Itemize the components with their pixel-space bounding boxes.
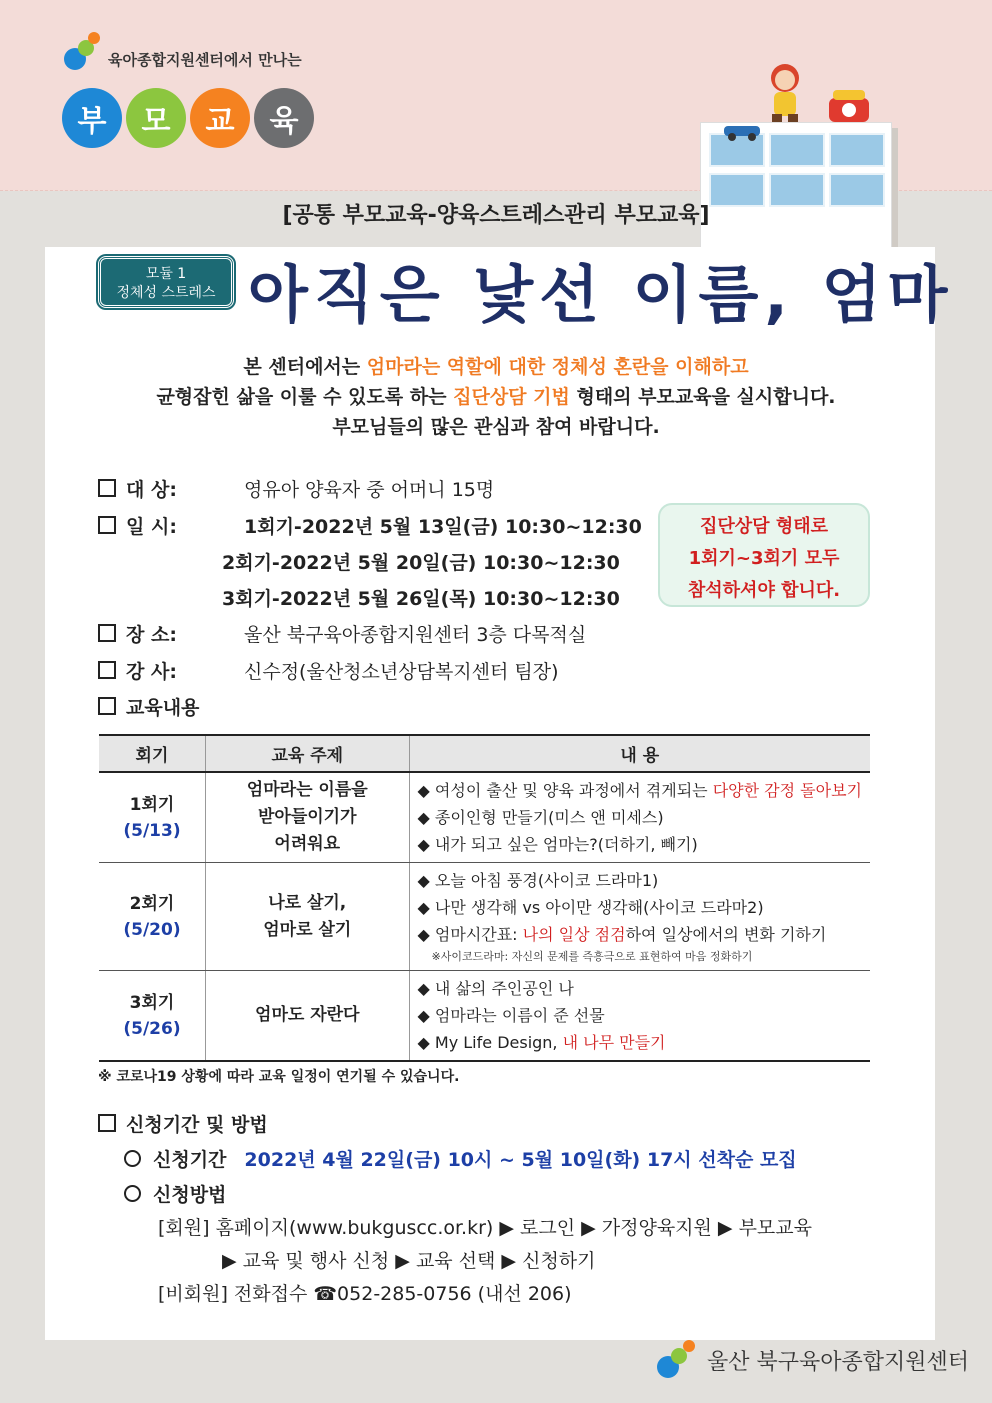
list-item: ◆ 내 삶의 주인공인 나	[417, 979, 574, 998]
apply-heading	[98, 1110, 268, 1137]
info-content	[98, 693, 199, 720]
intro-line3: 부모님들의 많은 관심과 참여 바랍니다.	[332, 416, 660, 438]
info-target	[98, 475, 494, 502]
intro-line2-highlight: 집단상담 기법	[453, 386, 570, 408]
header-content: 내 용	[409, 735, 870, 772]
header-subtitle: 육아종합지원센터에서 만나는	[108, 50, 302, 69]
intro-line2-c: 형태의 부모교육을 실시합니다.	[569, 386, 836, 408]
list-item: ◆ 엄마시간표: 나의 일상 점검하여 일상에서의 변화 기하기	[417, 925, 827, 944]
module-number: 모듈 1	[145, 266, 187, 282]
checkbox-icon	[98, 697, 116, 715]
toy-shelf-illustration	[700, 62, 910, 210]
checkbox-icon	[98, 479, 116, 497]
date-label: 일 시:	[126, 516, 177, 538]
circle-bullet-icon	[124, 1185, 141, 1202]
info-date	[98, 512, 642, 539]
lecturer-value: 신수정(울산청소년상담복지센터 팀장)	[244, 661, 559, 683]
psychodrama-note: ※사이코드라마: 자신의 문제를 즉흥극으로 표현하여 마음 정화하기	[431, 950, 753, 963]
date-value-3: 3회기-2022년 5월 26일(목) 10:30~12:30	[222, 588, 620, 610]
content-label: 교육내용	[126, 697, 200, 719]
list-item: ◆ 내가 되고 싶은 엄마는?(더하기, 빼기)	[417, 835, 698, 854]
content-cell	[409, 863, 870, 971]
content-cell	[409, 971, 870, 1062]
topic-line: 받아들이기가	[257, 807, 357, 827]
apply-period	[124, 1145, 797, 1172]
toy-car-icon	[722, 120, 762, 142]
notice-line-1: 집단상담 형태로	[700, 516, 828, 537]
list-item: ◆ 엄마라는 이름이 준 선물	[417, 1006, 605, 1025]
target-label: 대 상:	[126, 479, 177, 501]
checkbox-icon	[98, 624, 116, 642]
list-item: ◆ 여성이 출산 및 양육 과정에서 겪게되는 다양한 감정 돌아보기	[417, 781, 862, 800]
period-value: 2022년 4월 22일(금) 10시 ~ 5월 10일(화) 17시 선착순 모집	[244, 1149, 797, 1171]
content-cell	[409, 772, 870, 863]
header-round: 회기	[99, 735, 205, 772]
center-logo	[62, 30, 302, 74]
course-label: [공통 부모교육-양육스트레스관리 부모교육]	[282, 203, 710, 228]
apply-heading-text: 신청기간 및 방법	[126, 1114, 268, 1136]
module-badge	[98, 256, 234, 308]
footer-logo	[655, 1340, 969, 1380]
date-value-2: 2회기-2022년 5월 20일(금) 10:30~12:30	[222, 552, 620, 574]
intro-line1-highlight: 엄마라는 역할에 대한 정체성 혼란을 이해하고	[366, 356, 749, 378]
date-value-1: 1회기-2022년 5월 13일(금) 10:30~12:30	[244, 516, 642, 538]
logo-mark-icon	[655, 1340, 699, 1380]
method-label: 신청방법	[153, 1184, 227, 1206]
round-number: 1회기	[129, 794, 175, 815]
topic-line: 나로 살기,	[268, 892, 347, 913]
round-cell	[99, 772, 205, 863]
topic-cell	[205, 863, 409, 971]
round-cell	[99, 971, 205, 1062]
round-date: (5/13)	[123, 820, 181, 841]
footer-org-name: 울산 북구육아종합지원센터	[707, 1349, 970, 1375]
apply-method	[124, 1180, 226, 1207]
list-item: ◆ 오늘 아침 풍경(사이코 드라마1)	[417, 871, 659, 890]
info-lecturer	[98, 657, 559, 684]
place-label: 장 소:	[126, 624, 177, 646]
title-char-2: 모	[126, 88, 186, 148]
intro-line1-a: 본 센터에서는	[243, 356, 367, 378]
checkbox-icon	[98, 516, 116, 534]
table-row	[99, 863, 870, 971]
nonmember-method-line: [비회원] 전화접수 ☎052-285-0756 (내선 206)	[158, 1283, 572, 1305]
list-item: ◆ My Life Design, 내 나무 만들기	[417, 1033, 666, 1052]
lecturer-label: 강 사:	[126, 661, 177, 683]
title-char-3: 교	[190, 88, 250, 148]
notice-line-3: 참석하셔야 합니다.	[687, 580, 841, 601]
table-header-row	[99, 735, 870, 772]
main-title: 아직은 낯선 이름, 엄마	[248, 258, 954, 331]
intro-text	[0, 352, 992, 442]
title-char-4: 육	[254, 88, 314, 148]
checkbox-icon	[98, 1114, 116, 1132]
table-row	[99, 772, 870, 863]
topic-cell	[205, 971, 409, 1062]
info-place	[98, 620, 586, 647]
list-item: ◆ 종이인형 만들기(미스 앤 미세스)	[417, 808, 664, 827]
topic-line: 어려워요	[274, 834, 341, 854]
table-row	[99, 971, 870, 1062]
round-cell	[99, 863, 205, 971]
topic-cell	[205, 772, 409, 863]
period-label: 신청기간	[153, 1149, 227, 1171]
round-date: (5/20)	[123, 919, 181, 940]
member-method-line1: [회원] 홈페이지(www.bukguscc.or.kr) ▶ 로그인 ▶ 가정양육지원 ▶ 부모교육	[158, 1217, 812, 1239]
attendance-notice	[658, 503, 870, 607]
round-number: 3회기	[129, 992, 175, 1013]
target-value: 영유아 양육자 중 어머니 15명	[244, 479, 495, 501]
circle-bullet-icon	[124, 1150, 141, 1167]
member-method-line2: ▶ 교육 및 행사 신청 ▶ 교육 선택 ▶ 신청하기	[222, 1250, 596, 1272]
doll-icon	[760, 62, 810, 124]
header-topic: 교육 주제	[205, 735, 409, 772]
header-title	[62, 88, 314, 148]
toy-phone-icon	[825, 88, 873, 124]
round-date: (5/26)	[123, 1018, 181, 1039]
intro-line2-a: 균형잡힌 삶을 이룰 수 있도록 하는	[156, 386, 454, 408]
list-item: ◆ 나만 생각해 vs 아이만 생각해(사이코 드라마2)	[417, 898, 764, 917]
covid-footnote: ※ 코로나19 상황에 따라 교육 일정이 연기될 수 있습니다.	[98, 1069, 460, 1085]
topic-line: 엄마라는 이름을	[246, 780, 368, 800]
topic-line: 엄마로 살기	[263, 919, 352, 940]
round-number: 2회기	[129, 893, 175, 914]
topic-line: 엄마도 자란다	[255, 1005, 360, 1025]
checkbox-icon	[98, 661, 116, 679]
schedule-table	[99, 734, 870, 1062]
logo-mark-icon	[62, 30, 102, 74]
title-char-1: 부	[62, 88, 122, 148]
notice-line-2: 1회기~3회기 모두	[688, 548, 840, 569]
module-topic: 정체성 스트레스	[116, 285, 216, 301]
place-value: 울산 북구육아종합지원센터 3층 다목적실	[244, 624, 587, 646]
